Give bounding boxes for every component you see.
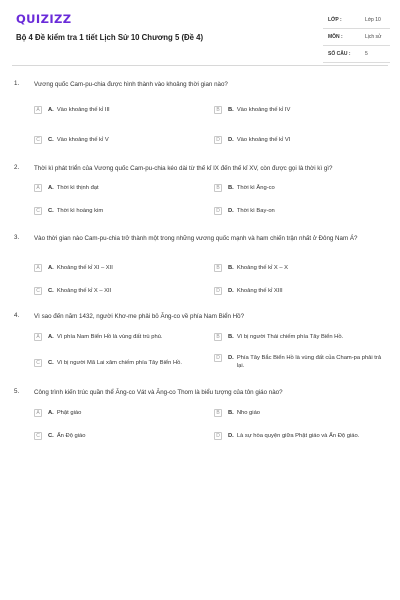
option-text: Vào khoảng thế kỉ III: [56, 107, 110, 113]
option-letter: C.: [48, 433, 54, 439]
question-text: Vào thời gian nào Cam-pu-chia trở thành một trong những vương quốc mạnh và ham chiến trận nhất ở Đông Nam Á?: [34, 235, 358, 242]
option-letter: C.: [48, 208, 54, 214]
option-text: Khoảng thế kỉ XIII: [236, 288, 283, 294]
option-letter: C.: [48, 288, 54, 294]
option-c[interactable]: [34, 287, 204, 295]
info-label: MÔN :: [328, 34, 343, 40]
option-text: Là sự hòa quyện giữa Phật giáo và Ấn Độ giáo.: [236, 433, 360, 439]
option-letter-box: B: [214, 333, 222, 341]
option-text: Ấn Độ giáo: [56, 433, 86, 439]
option-letter: A.: [48, 410, 54, 416]
option-letter: B.: [228, 107, 234, 113]
option-letter: A.: [48, 334, 54, 340]
option-text: Phía Tây Bắc Biển Hồ là vùng đất của Cham-pa phải trả lại.: [236, 355, 382, 369]
option-letter-box: B: [214, 106, 222, 114]
info-value: Lớp 10: [365, 17, 381, 23]
option-letter-box: A: [34, 106, 42, 114]
option-letter: B.: [228, 410, 234, 416]
question-number: 3.: [14, 234, 20, 241]
option-text: Thời kì hoàng kim: [56, 208, 104, 214]
question-number: 2.: [14, 164, 20, 171]
quizizz-logo: QUIZIZZ: [16, 12, 72, 26]
info-label: LỚP :: [328, 17, 342, 23]
option-text: Khoảng thế kỉ X – XII: [56, 288, 112, 294]
option-letter-box: C: [34, 207, 42, 215]
option-text: Thời kì thịnh đạt: [56, 185, 99, 191]
option-d[interactable]: [214, 432, 386, 440]
option-text: Vào khoảng thế kỉ IV: [236, 107, 291, 113]
option-text: Phật giáo: [56, 410, 82, 416]
info-row-question-count: [323, 46, 390, 63]
option-letter-box: B: [214, 184, 222, 192]
info-row-subject: [323, 29, 390, 46]
option-d[interactable]: [214, 207, 386, 215]
option-c[interactable]: [34, 359, 204, 367]
option-letter: D.: [228, 208, 234, 214]
option-text: Nho giáo: [236, 410, 261, 416]
option-b[interactable]: [214, 409, 386, 417]
option-letter: A.: [48, 107, 54, 113]
option-letter: B.: [228, 265, 234, 271]
option-text: Vào khoảng thế kỉ V: [56, 137, 109, 143]
option-b[interactable]: [214, 333, 386, 341]
option-c[interactable]: [34, 207, 204, 215]
option-letter: A.: [48, 265, 54, 271]
option-text: Thời kì Bay-on: [236, 208, 275, 214]
option-letter-box: A: [34, 264, 42, 272]
option-letter: D.: [228, 433, 234, 439]
option-b[interactable]: [214, 184, 386, 192]
option-letter: D.: [228, 288, 234, 294]
info-panel: [323, 12, 390, 63]
option-letter-box: C: [34, 287, 42, 295]
page-title: Bộ 4 Đề kiểm tra 1 tiết Lịch Sử 10 Chương 5 (Đề 4): [16, 33, 204, 42]
info-row-class: [323, 12, 390, 29]
option-c[interactable]: [34, 432, 204, 440]
option-letter-box: C: [34, 359, 42, 367]
option-letter-box: D: [214, 354, 222, 362]
question-text: Thời kì phát triển của Vương quốc Cam-pu-chia kéo dài từ thế kỉ IX đến thế kỉ XV, còn được gọi là thời kì gì?: [34, 165, 333, 172]
question-number: 1.: [14, 80, 20, 87]
option-letter-box: D: [214, 287, 222, 295]
question-text: Vương quốc Cam-pu-chia được hình thành vào khoảng thời gian nào?: [34, 81, 228, 88]
option-d[interactable]: [214, 354, 386, 370]
option-letter-box: C: [34, 432, 42, 440]
option-letter-box: D: [214, 207, 222, 215]
question-text: Vì sao đến năm 1432, người Khơ-me phải bỏ Ăng-co về phía Nam Biển Hồ?: [34, 313, 245, 320]
option-letter: D.: [228, 137, 234, 143]
header-divider: [12, 65, 388, 66]
option-text: Vào khoảng thế kỉ VI: [236, 137, 291, 143]
option-letter: C.: [48, 360, 54, 366]
option-letter: C.: [48, 137, 54, 143]
info-value: Lịch sử: [365, 34, 382, 40]
option-a[interactable]: [34, 106, 204, 114]
option-letter: D.: [228, 355, 234, 361]
option-letter-box: B: [214, 409, 222, 417]
option-letter-box: A: [34, 409, 42, 417]
option-b[interactable]: [214, 106, 386, 114]
question-number: 5.: [14, 388, 20, 395]
option-letter: B.: [228, 334, 234, 340]
option-d[interactable]: [214, 136, 386, 144]
option-text: Thời kì Ăng-co: [236, 185, 275, 191]
option-text: Vì phía Nam Biển Hồ là vùng đất trù phú.: [56, 334, 163, 340]
option-text: Vì bị người Thái chiếm phía Tây Biển Hồ.: [236, 334, 344, 340]
option-letter-box: D: [214, 432, 222, 440]
option-c[interactable]: [34, 136, 204, 144]
option-a[interactable]: [34, 264, 204, 272]
info-value: 5: [365, 51, 368, 57]
option-a[interactable]: [34, 409, 204, 417]
option-a[interactable]: [34, 184, 204, 192]
question-number: 4.: [14, 312, 20, 319]
option-letter-box: B: [214, 264, 222, 272]
option-d[interactable]: [214, 287, 386, 295]
option-letter: B.: [228, 185, 234, 191]
option-text: Vì bị người Mã Lai xâm chiếm phía Tây Biển Hồ.: [56, 360, 182, 366]
option-text: Khoảng thế kỉ X – X: [236, 265, 289, 271]
option-letter-box: C: [34, 136, 42, 144]
option-text: Khoảng thế kỉ XI – XII: [56, 265, 113, 271]
option-a[interactable]: [34, 333, 204, 341]
option-b[interactable]: [214, 264, 386, 272]
question-text: Công trình kiến trúc quần thể Ăng-co Vát và Ăng-co Thom là biểu tượng của tôn giáo nào?: [34, 389, 283, 396]
option-letter-box: A: [34, 333, 42, 341]
option-letter: A.: [48, 185, 54, 191]
option-letter-box: A: [34, 184, 42, 192]
info-label: SỐ CÂU :: [328, 51, 351, 57]
option-letter-box: D: [214, 136, 222, 144]
